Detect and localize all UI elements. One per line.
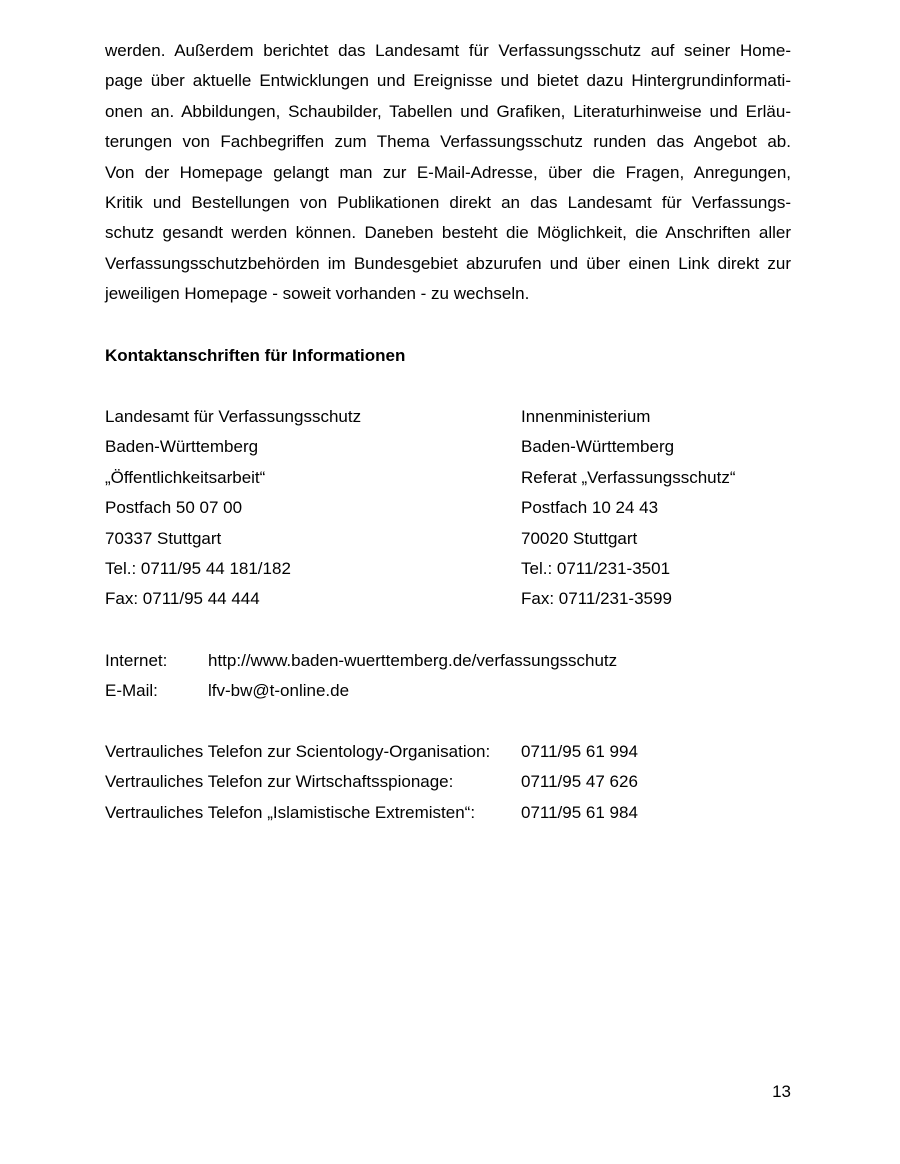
- address-line: Landesamt für Verfassungsschutz: [105, 407, 362, 426]
- address-fax: Fax: 0711/95 44 444: [105, 589, 260, 609]
- paragraph-line: jeweiligen Homepage - soweit vorhanden - zu wechseln.: [105, 284, 530, 304]
- email-row: [105, 676, 791, 706]
- address-lfv: [105, 402, 361, 615]
- paragraph-line: Von der Homepage gelangt man zur E-Mail-Adresse, über die Fragen, Anregungen,: [105, 162, 791, 182]
- address-line: Baden-Württemberg: [521, 437, 675, 457]
- hotline-label: Vertrauliches Telefon zur Wirtschaftsspionage:: [105, 772, 454, 792]
- address-line: Baden-Württemberg: [105, 437, 259, 457]
- paragraph-line: onen an. Abbildungen, Schaubilder, Tabellen und Grafiken, Literaturhinweise und Erläu-: [105, 101, 791, 121]
- paragraph-line: schutz gesandt werden können. Daneben besteht die Möglichkeit, die Anschriften aller: [105, 223, 791, 243]
- paragraph-line: Verfassungsschutzbehörden im Bundesgebiet abzurufen und über einen Link direkt zur: [105, 253, 791, 273]
- address-line: 70020 Stuttgart: [521, 528, 638, 548]
- hotline-label: Vertrauliches Telefon zur Scientology-Organisation:: [105, 742, 491, 761]
- address-innenministerium: [521, 402, 735, 615]
- address-line: Postfach 10 24 43: [521, 498, 659, 518]
- page-number: 13: [772, 1082, 791, 1101]
- hotline-row: [105, 798, 791, 828]
- address-line: Innenministerium: [521, 407, 651, 426]
- internet-link[interactable]: http://www.baden-wuerttemberg.de/verfassungsschutz: [208, 651, 618, 670]
- address-phone: Tel.: 0711/231-3501: [521, 558, 671, 578]
- hotline-label: Vertrauliches Telefon „Islamistische Extremisten“:: [105, 802, 476, 822]
- hotline-row: [105, 737, 791, 767]
- hotline-number: 0711/95 47 626: [521, 772, 638, 792]
- section-heading: Kontaktanschriften für Informationen: [105, 346, 406, 365]
- paragraph-line: page über aktuelle Entwicklungen und Ereignisse und bietet dazu Hintergrundinformati-: [105, 71, 791, 91]
- email-label: E-Mail:: [105, 681, 158, 701]
- paragraph-line: werden. Außerdem berichtet das Landesamt für Verfassungsschutz auf seiner Home-: [105, 41, 791, 60]
- address-fax: Fax: 0711/231-3599: [521, 589, 672, 609]
- internet-label: Internet:: [105, 651, 168, 670]
- hotline-list: [105, 737, 791, 828]
- paragraph-line: terungen von Fachbegriffen zum Thema Verfassungsschutz runden das Angebot ab.: [105, 132, 791, 152]
- hotline-number: 0711/95 61 984: [521, 802, 638, 822]
- hotline-row: [105, 767, 791, 797]
- address-line: „Öffentlichkeitsarbeit“: [105, 467, 266, 487]
- address-line: Postfach 50 07 00: [105, 498, 243, 518]
- body-paragraph: [105, 36, 791, 310]
- address-phone: Tel.: 0711/95 44 181/182: [105, 558, 291, 578]
- internet-row: [105, 646, 791, 676]
- address-line: 70337 Stuttgart: [105, 528, 222, 548]
- paragraph-line: Kritik und Bestellungen von Publikationen direkt an das Landesamt für Verfassungs-: [105, 192, 791, 212]
- hotline-number: 0711/95 61 994: [521, 742, 638, 761]
- address-line: Referat „Verfassungsschutz“: [521, 467, 736, 487]
- email-link[interactable]: lfv-bw@t-online.de: [208, 681, 350, 701]
- contact-info: [105, 646, 791, 707]
